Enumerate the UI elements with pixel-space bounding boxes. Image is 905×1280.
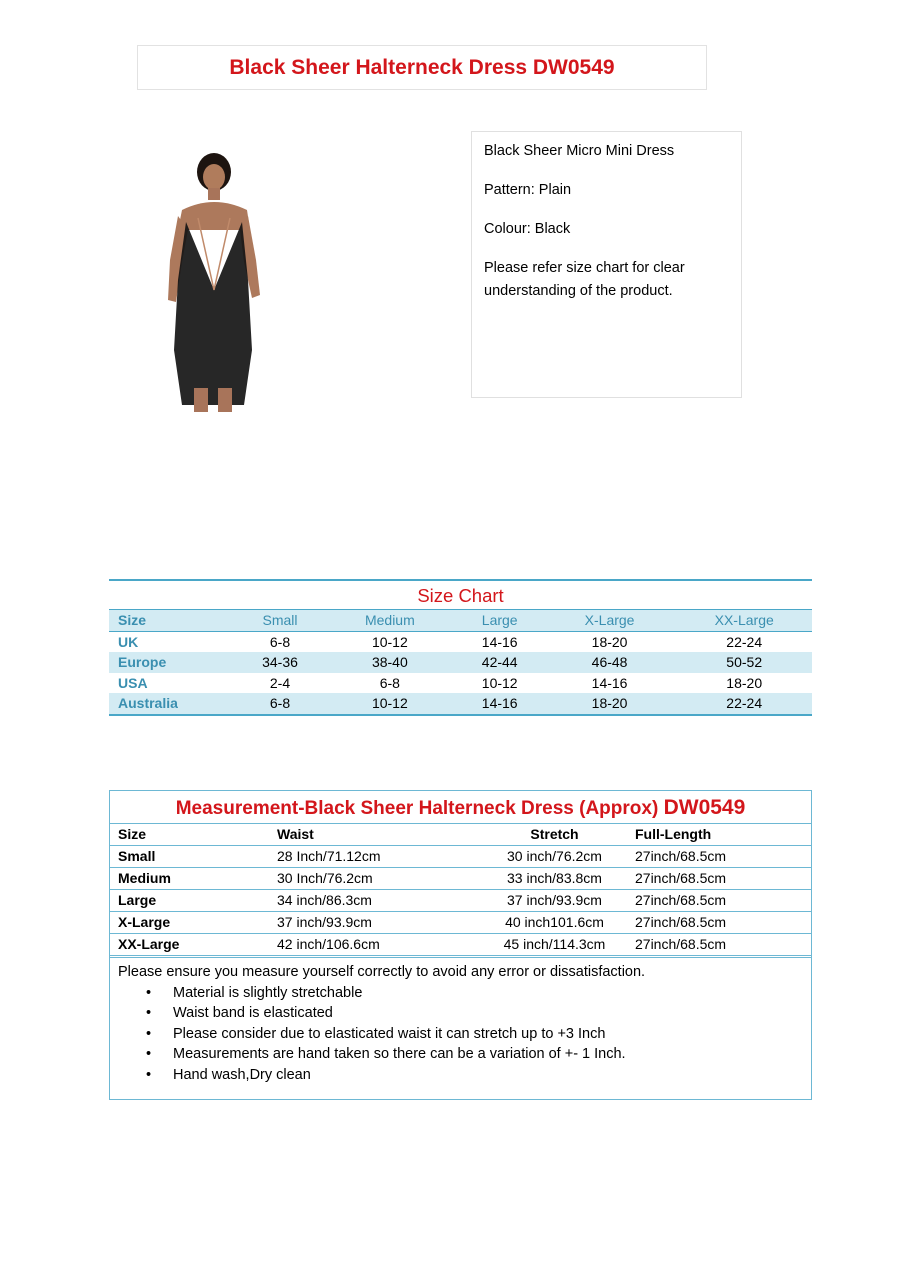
row-label: Europe	[109, 652, 228, 673]
table-cell: 14-16	[591, 674, 628, 691]
list-item: • Material is slightly stretchable	[118, 983, 803, 1004]
row-label: Large	[110, 890, 269, 912]
row-label: X-Large	[110, 912, 269, 934]
table-cell: 27inch/68.5cm	[627, 890, 811, 912]
table-cell: 22-24	[726, 633, 763, 650]
table-cell: 27inch/68.5cm	[627, 912, 811, 934]
list-item: • Measurements are hand taken so there can be a variation of +- 1 Inch.	[118, 1044, 803, 1065]
table-row	[109, 673, 812, 694]
header-cell: Large	[448, 610, 543, 632]
measurement-title-text: Measurement-Black Sheer Halterneck Dress (Approx)	[175, 798, 659, 819]
table-cell: 10-12	[323, 693, 448, 714]
table-cell: 34-36	[228, 652, 323, 673]
title-box	[137, 45, 707, 90]
table-cell: 37 inch/93.9cm	[269, 912, 482, 934]
table-row	[110, 846, 811, 868]
table-cell: 18-20	[726, 674, 763, 691]
table-row	[110, 890, 811, 912]
table-row	[109, 631, 812, 652]
header-cell: Full-Length	[627, 824, 811, 846]
notes-section	[110, 958, 811, 1089]
row-label: UK	[118, 633, 139, 650]
header-cell: Size	[110, 824, 269, 846]
header-cell: Size	[109, 610, 228, 632]
header-cell: Small	[228, 610, 323, 632]
table-row	[109, 652, 812, 673]
header-cell: X-Large	[543, 610, 668, 632]
measurement-box	[109, 790, 812, 1100]
measurement-title	[110, 791, 811, 824]
table-cell: 27inch/68.5cm	[627, 846, 811, 868]
description-line: Colour: Black	[484, 221, 571, 237]
table-cell: 6-8	[379, 674, 400, 691]
header-cell: XX-Large	[667, 610, 812, 632]
size-chart	[109, 579, 812, 716]
table-cell: 33 inch/83.8cm	[482, 868, 627, 890]
table-cell: 38-40	[323, 652, 448, 673]
table-row	[110, 868, 811, 890]
table-cell: 37 inch/93.9cm	[482, 890, 627, 912]
table-cell: 22-24	[667, 693, 812, 714]
table-row	[110, 912, 811, 934]
size-chart-title: Size Chart	[417, 585, 504, 606]
description-line: Black Sheer Micro Mini Dress	[484, 143, 675, 159]
list-item: • Waist band is elasticated	[118, 1003, 803, 1024]
table-cell: 46-48	[543, 652, 668, 673]
product-photo	[152, 150, 272, 412]
table-cell: 42-44	[448, 652, 543, 673]
row-label: XX-Large	[110, 934, 269, 957]
divider	[109, 714, 812, 716]
row-label: USA	[118, 674, 148, 691]
list-item: • Hand wash,Dry clean	[118, 1065, 803, 1086]
row-label: Small	[110, 846, 269, 868]
header-cell: Stretch	[482, 824, 627, 846]
measurement-table	[110, 824, 811, 958]
description-box	[471, 131, 742, 398]
table-cell: 45 inch/114.3cm	[482, 934, 627, 957]
table-cell: 6-8	[269, 633, 291, 650]
table-cell: 14-16	[481, 633, 518, 650]
table-cell: 40 inch101.6cm	[482, 912, 627, 934]
description-line: Please refer size chart for clear understanding of the product.	[484, 260, 685, 299]
table-cell: 2-4	[269, 674, 291, 691]
notes-intro: Please ensure you measure yourself correctly to avoid any error or dissatisfaction.	[118, 964, 646, 980]
table-cell: 14-16	[448, 693, 543, 714]
table-cell: 27inch/68.5cm	[627, 868, 811, 890]
notes-list	[118, 983, 803, 1086]
description-line: Pattern: Plain	[484, 182, 572, 198]
row-label: Medium	[110, 868, 269, 890]
table-header-row	[109, 610, 812, 632]
table-cell: 30 Inch/76.2cm	[269, 868, 482, 890]
table-cell: 42 inch/106.6cm	[269, 934, 482, 957]
header-cell: Medium	[323, 610, 448, 632]
table-header-row	[110, 824, 811, 846]
table-cell: 34 inch/86.3cm	[269, 890, 482, 912]
table-row	[110, 934, 811, 957]
table-cell: 10-12	[371, 633, 408, 650]
table-cell: 30 inch/76.2cm	[482, 846, 627, 868]
table-cell: 18-20	[543, 693, 668, 714]
table-cell: 50-52	[667, 652, 812, 673]
header-cell: Waist	[269, 824, 482, 846]
product-code: DW0549	[663, 796, 746, 819]
table-cell: 10-12	[481, 674, 518, 691]
table-cell: 27inch/68.5cm	[627, 934, 811, 957]
size-chart-table	[109, 609, 812, 714]
table-cell: 28 Inch/71.12cm	[269, 846, 482, 868]
table-cell: 18-20	[591, 633, 628, 650]
table-cell: 6-8	[228, 693, 323, 714]
page-title: Black Sheer Halterneck Dress DW0549	[229, 55, 615, 79]
list-item: • Please consider due to elasticated waist it can stretch up to +3 Inch	[118, 1024, 803, 1045]
row-label: Australia	[109, 693, 228, 714]
table-row	[109, 693, 812, 714]
